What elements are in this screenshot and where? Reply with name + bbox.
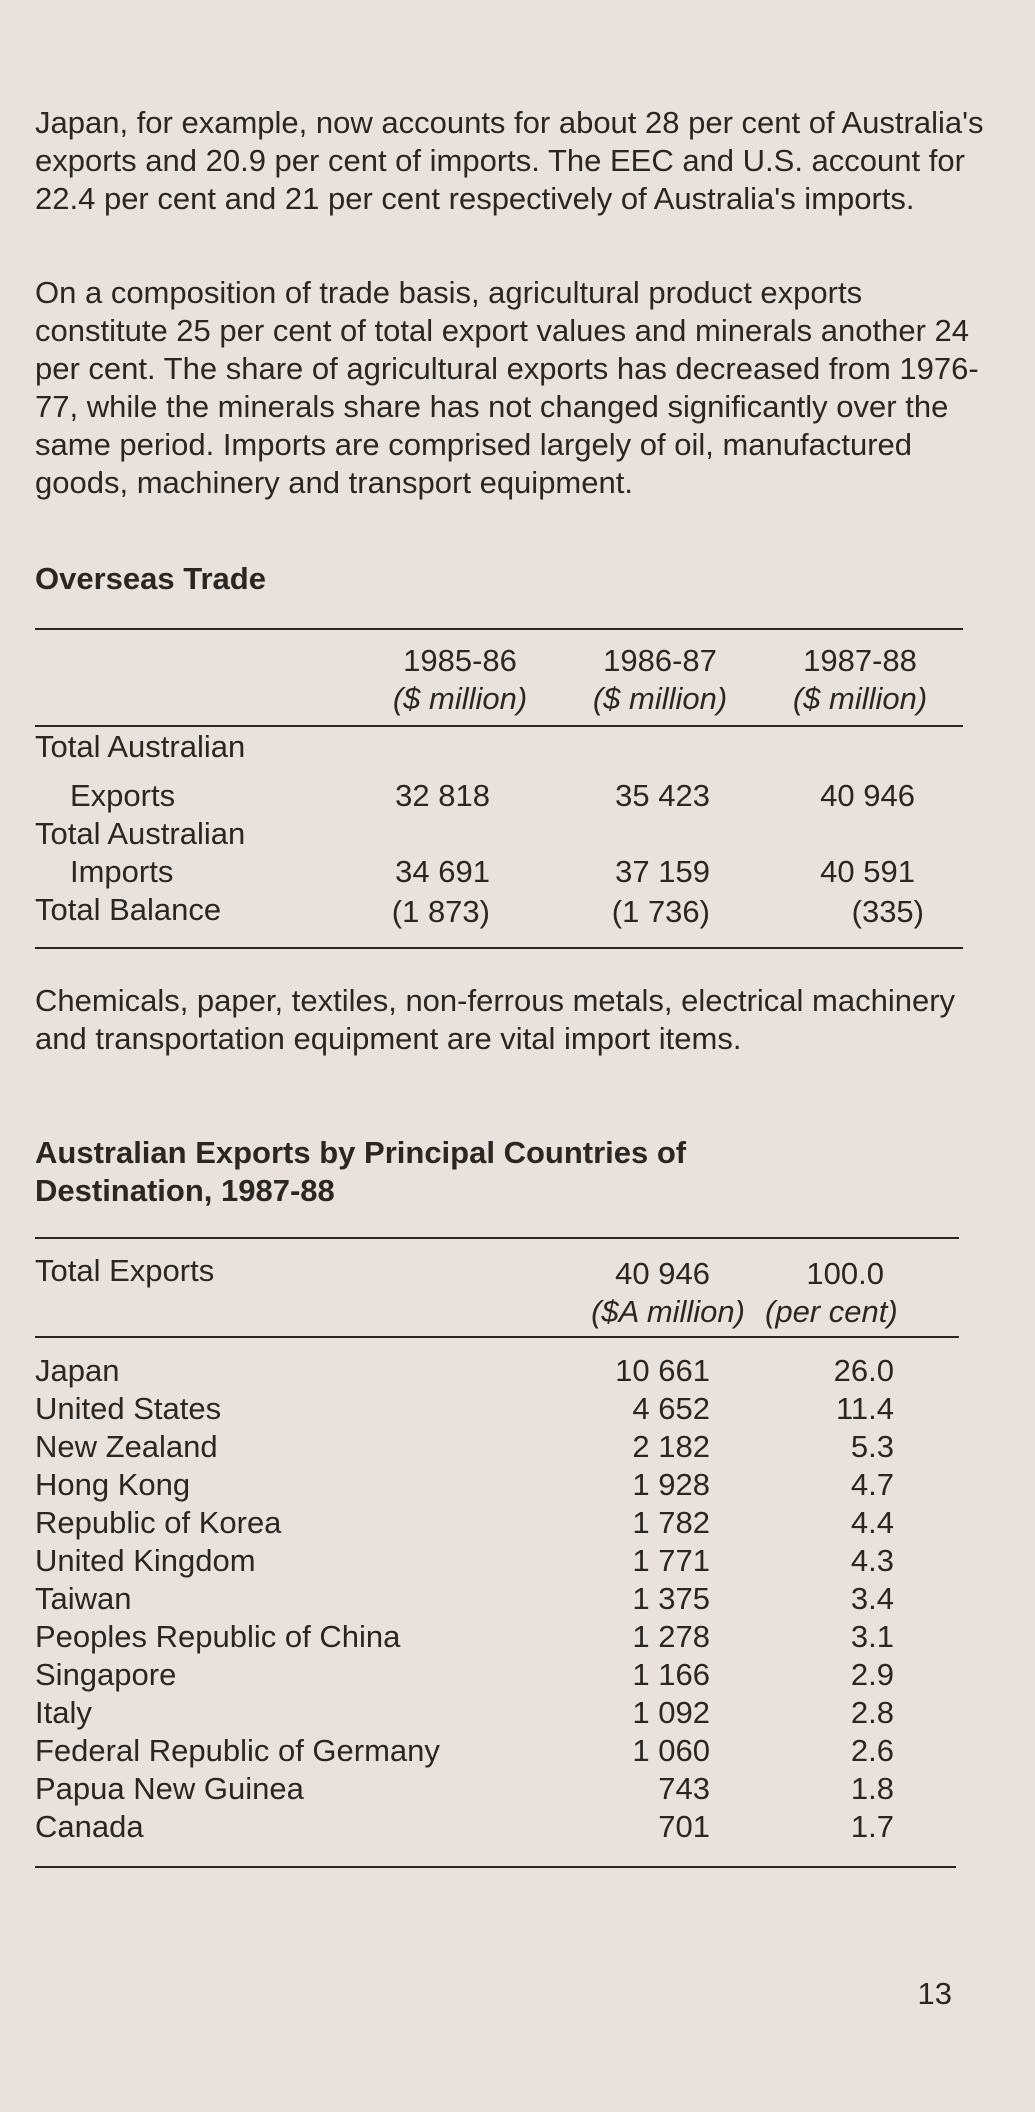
table-row-value: 1 092 [632,1695,710,1730]
ot-col-year-2: 1986-87 [603,643,717,678]
table-row-value: 1 166 [632,1657,710,1692]
ot-row-exports-label-2: Exports [70,778,176,813]
table-row-country: Hong Kong [35,1467,191,1502]
table-row-country: Federal Republic of Germany [35,1733,440,1768]
table-row-country: Singapore [35,1657,177,1692]
exports-top-rule [35,1237,959,1239]
exports-by-country-heading-line2: Destination, 1987-88 [35,1173,335,1208]
table-row-country: Japan [35,1353,120,1388]
table-row-percent: 4.4 [850,1505,894,1540]
table-row-percent: 4.3 [850,1543,894,1578]
exports-header-rule [35,1336,959,1338]
ot-exports-value-2: 35 423 [615,778,710,813]
ot-balance-value-1: (1 873) [391,894,490,929]
table-row-country: Italy [35,1695,92,1730]
exports-total-label: Total Exports [35,1253,215,1288]
table-row-country: Republic of Korea [35,1505,282,1540]
table-row-percent: 2.6 [850,1733,894,1768]
page-number: 13 [917,1976,952,2011]
overseas-trade-header-rule [35,725,963,727]
table-row-percent: 2.8 [850,1695,894,1730]
ot-row-imports-label-2: Imports [70,854,174,889]
paragraph-composition-of-trade: On a composition of trade basis, agricultural product exports constitute 25 per cent of total export values and minerals another 24 per cent. The share of agricultural exports has decreased from 1976-77, while the minerals share has not changed significantly over the same period. Imports are comprised largely of oil, manufactured goods, machinery and transport equipment. [35,275,979,500]
table-row-country: United States [35,1391,222,1426]
ot-row-exports-label-1: Total Australian [35,729,246,764]
table-row-value: 1 375 [632,1581,710,1616]
table-row-country: Papua New Guinea [35,1771,304,1806]
table-row-value: 4 652 [632,1391,710,1426]
exports-by-country-heading-line1: Australian Exports by Principal Countries of [35,1135,687,1170]
ot-col-year-3: 1987-88 [803,643,917,678]
table-row-country: Taiwan [35,1581,132,1616]
exports-total-value: 40 946 [615,1256,710,1291]
ot-exports-value-3: 40 946 [820,778,915,813]
exports-bottom-rule [35,1866,956,1868]
ot-imports-value-3: 40 591 [820,854,915,889]
overseas-trade-top-rule [35,628,963,630]
ot-col-unit-3: ($ million) [792,681,928,716]
paragraph-japan-trade: Japan, for example, now accounts for about 28 per cent of Australia's exports and 20.9 per cent of imports. The EEC and U.S. account for 22.4 per cent and 21 per cent respectively of Australia's imports. [35,105,984,216]
table-row-percent: 5.3 [850,1429,894,1464]
table-row-value: 1 928 [632,1467,710,1502]
ot-exports-value-1: 32 818 [395,778,490,813]
table-row-value: 701 [658,1809,710,1844]
exports-total-percent: 100.0 [806,1256,884,1291]
table-row-percent: 26.0 [833,1353,894,1388]
table-row-percent: 3.1 [850,1619,894,1654]
table-row-value: 1 771 [632,1543,710,1578]
ot-col-year-1: 1985-86 [403,643,517,678]
table-row-country: Peoples Republic of China [35,1619,401,1654]
table-row-value: 1 060 [632,1733,710,1768]
exports-percent-unit: (per cent) [765,1294,898,1329]
ot-balance-value-2: (1 736) [611,894,710,929]
table-row-value: 10 661 [615,1353,710,1388]
table-row-country: Canada [35,1809,144,1844]
ot-row-imports-label-1: Total Australian [35,816,246,851]
table-row-value: 743 [658,1771,710,1806]
table-row-country: United Kingdom [35,1543,256,1578]
table-row-percent: 1.8 [850,1771,894,1806]
table-row-percent: 1.7 [850,1809,894,1844]
table-row-value: 1 278 [632,1619,710,1654]
ot-col-unit-2: ($ million) [592,681,728,716]
table-row-percent: 4.7 [850,1467,894,1502]
table-row-percent: 2.9 [850,1657,894,1692]
ot-balance-value-3: (335) [851,894,924,929]
ot-imports-value-2: 37 159 [615,854,710,889]
overseas-trade-bottom-rule [35,947,963,949]
ot-imports-value-1: 34 691 [395,854,490,889]
table-row-value: 2 182 [632,1429,710,1464]
ot-row-balance-label: Total Balance [35,892,222,927]
table-row-value: 1 782 [632,1505,710,1540]
overseas-trade-heading: Overseas Trade [35,561,266,596]
ot-col-unit-1: ($ million) [392,681,528,716]
table-row-percent: 3.4 [850,1581,894,1616]
paragraph-import-items: Chemicals, paper, textiles, non-ferrous metals, electrical machinery and transportation equipment are vital import items. [35,983,956,1056]
exports-value-unit: ($A million) [591,1294,745,1329]
table-row-percent: 11.4 [835,1391,894,1426]
table-row-country: New Zealand [35,1429,218,1464]
